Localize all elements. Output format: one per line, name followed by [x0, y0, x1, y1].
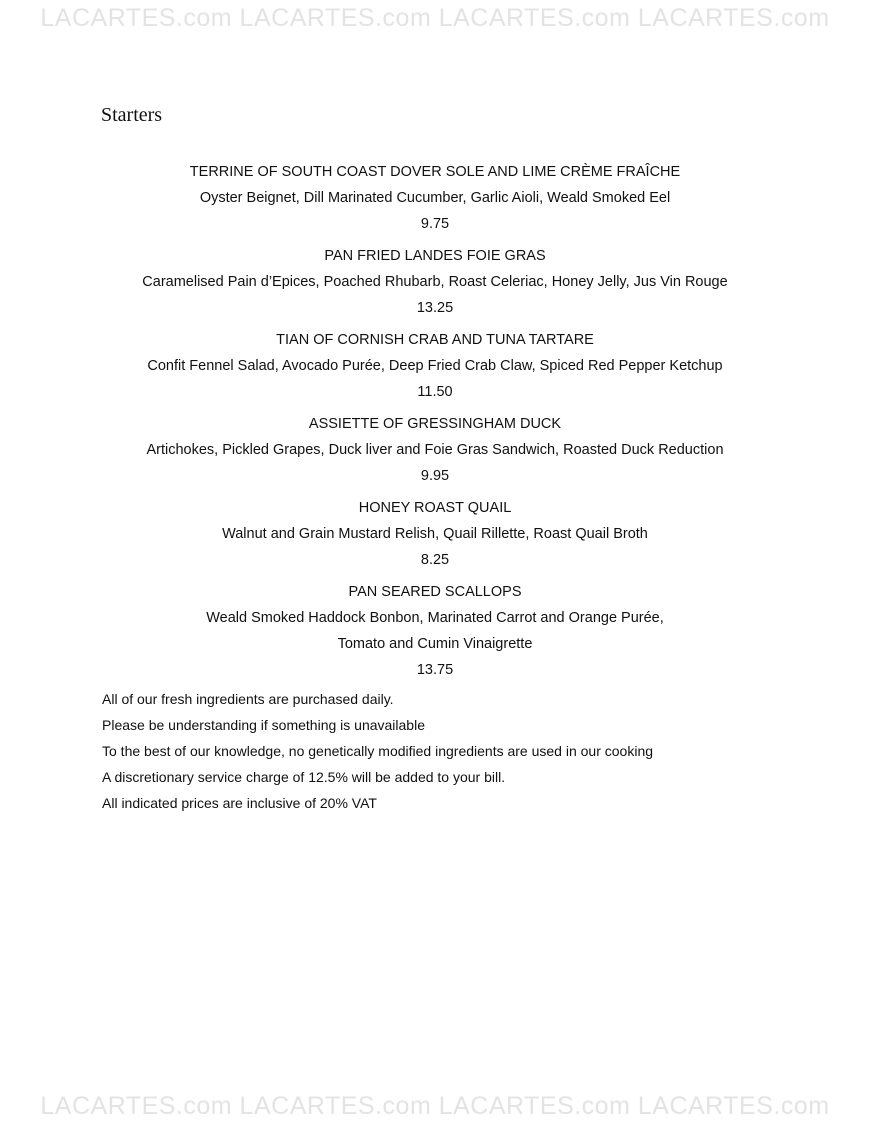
dish-description: Caramelised Pain d’Epices, Poached Rhubarb, Roast Celeriac, Honey Jelly, Jus Vin Rouge: [142, 274, 728, 290]
dish-description: Weald Smoked Haddock Bonbon, Marinated Carrot and Orange Purée,: [206, 610, 664, 626]
dish-price: 9.95: [420, 468, 450, 484]
menu-item: [0, 159, 870, 237]
dish-description: Oyster Beignet, Dill Marinated Cucumber, Garlic Aioli, Weald Smoked Eel: [199, 190, 671, 206]
menu-item: [0, 495, 870, 573]
dish-price: 13.25: [416, 300, 454, 316]
note-availability: Please be understanding if something is unavailable: [102, 717, 425, 733]
menu-list: [0, 159, 870, 689]
dish-price: 8.25: [420, 552, 450, 568]
note-gmo: To the best of our knowledge, no genetically modified ingredients are used in our cooking: [102, 743, 654, 759]
watermark-top: LACARTES.com LACARTES.com LACARTES.com LACARTES.com: [40, 4, 830, 32]
dish-name: HONEY ROAST QUAIL: [358, 500, 512, 516]
menu-item: [0, 579, 870, 683]
menu-item: [0, 243, 870, 321]
watermark-bottom: LACARTES.com LACARTES.com LACARTES.com LACARTES.com: [40, 1092, 830, 1120]
dish-price: 11.50: [417, 384, 453, 400]
dish-price: 13.75: [416, 662, 454, 678]
dish-description-continued: Tomato and Cumin Vinaigrette: [337, 636, 533, 652]
menu-item: [0, 327, 870, 405]
footer-notes: [102, 686, 653, 816]
dish-name: PAN SEARED SCALLOPS: [348, 584, 522, 600]
note-vat: All indicated prices are inclusive of 20% VAT: [102, 795, 377, 811]
dish-description: Walnut and Grain Mustard Relish, Quail Rillette, Roast Quail Broth: [222, 526, 648, 542]
dish-name: TIAN OF CORNISH CRAB AND TUNA TARTARE: [276, 332, 594, 348]
note-fresh-ingredients: All of our fresh ingredients are purchased daily.: [102, 691, 394, 707]
note-service-charge: A discretionary service charge of 12.5% will be added to your bill.: [102, 769, 506, 785]
dish-name: TERRINE OF SOUTH COAST DOVER SOLE AND LIME CRÈME FRAÎCHE: [189, 164, 681, 180]
menu-item: [0, 411, 870, 489]
dish-description: Artichokes, Pickled Grapes, Duck liver and Foie Gras Sandwich, Roasted Duck Reduction: [146, 442, 724, 458]
dish-name: PAN FRIED LANDES FOIE GRAS: [324, 248, 546, 264]
dish-description: Confit Fennel Salad, Avocado Purée, Deep Fried Crab Claw, Spiced Red Pepper Ketchup: [147, 358, 723, 374]
section-title: Starters: [101, 104, 163, 126]
dish-price: 9.75: [420, 216, 450, 232]
dish-name: ASSIETTE OF GRESSINGHAM DUCK: [308, 416, 562, 432]
